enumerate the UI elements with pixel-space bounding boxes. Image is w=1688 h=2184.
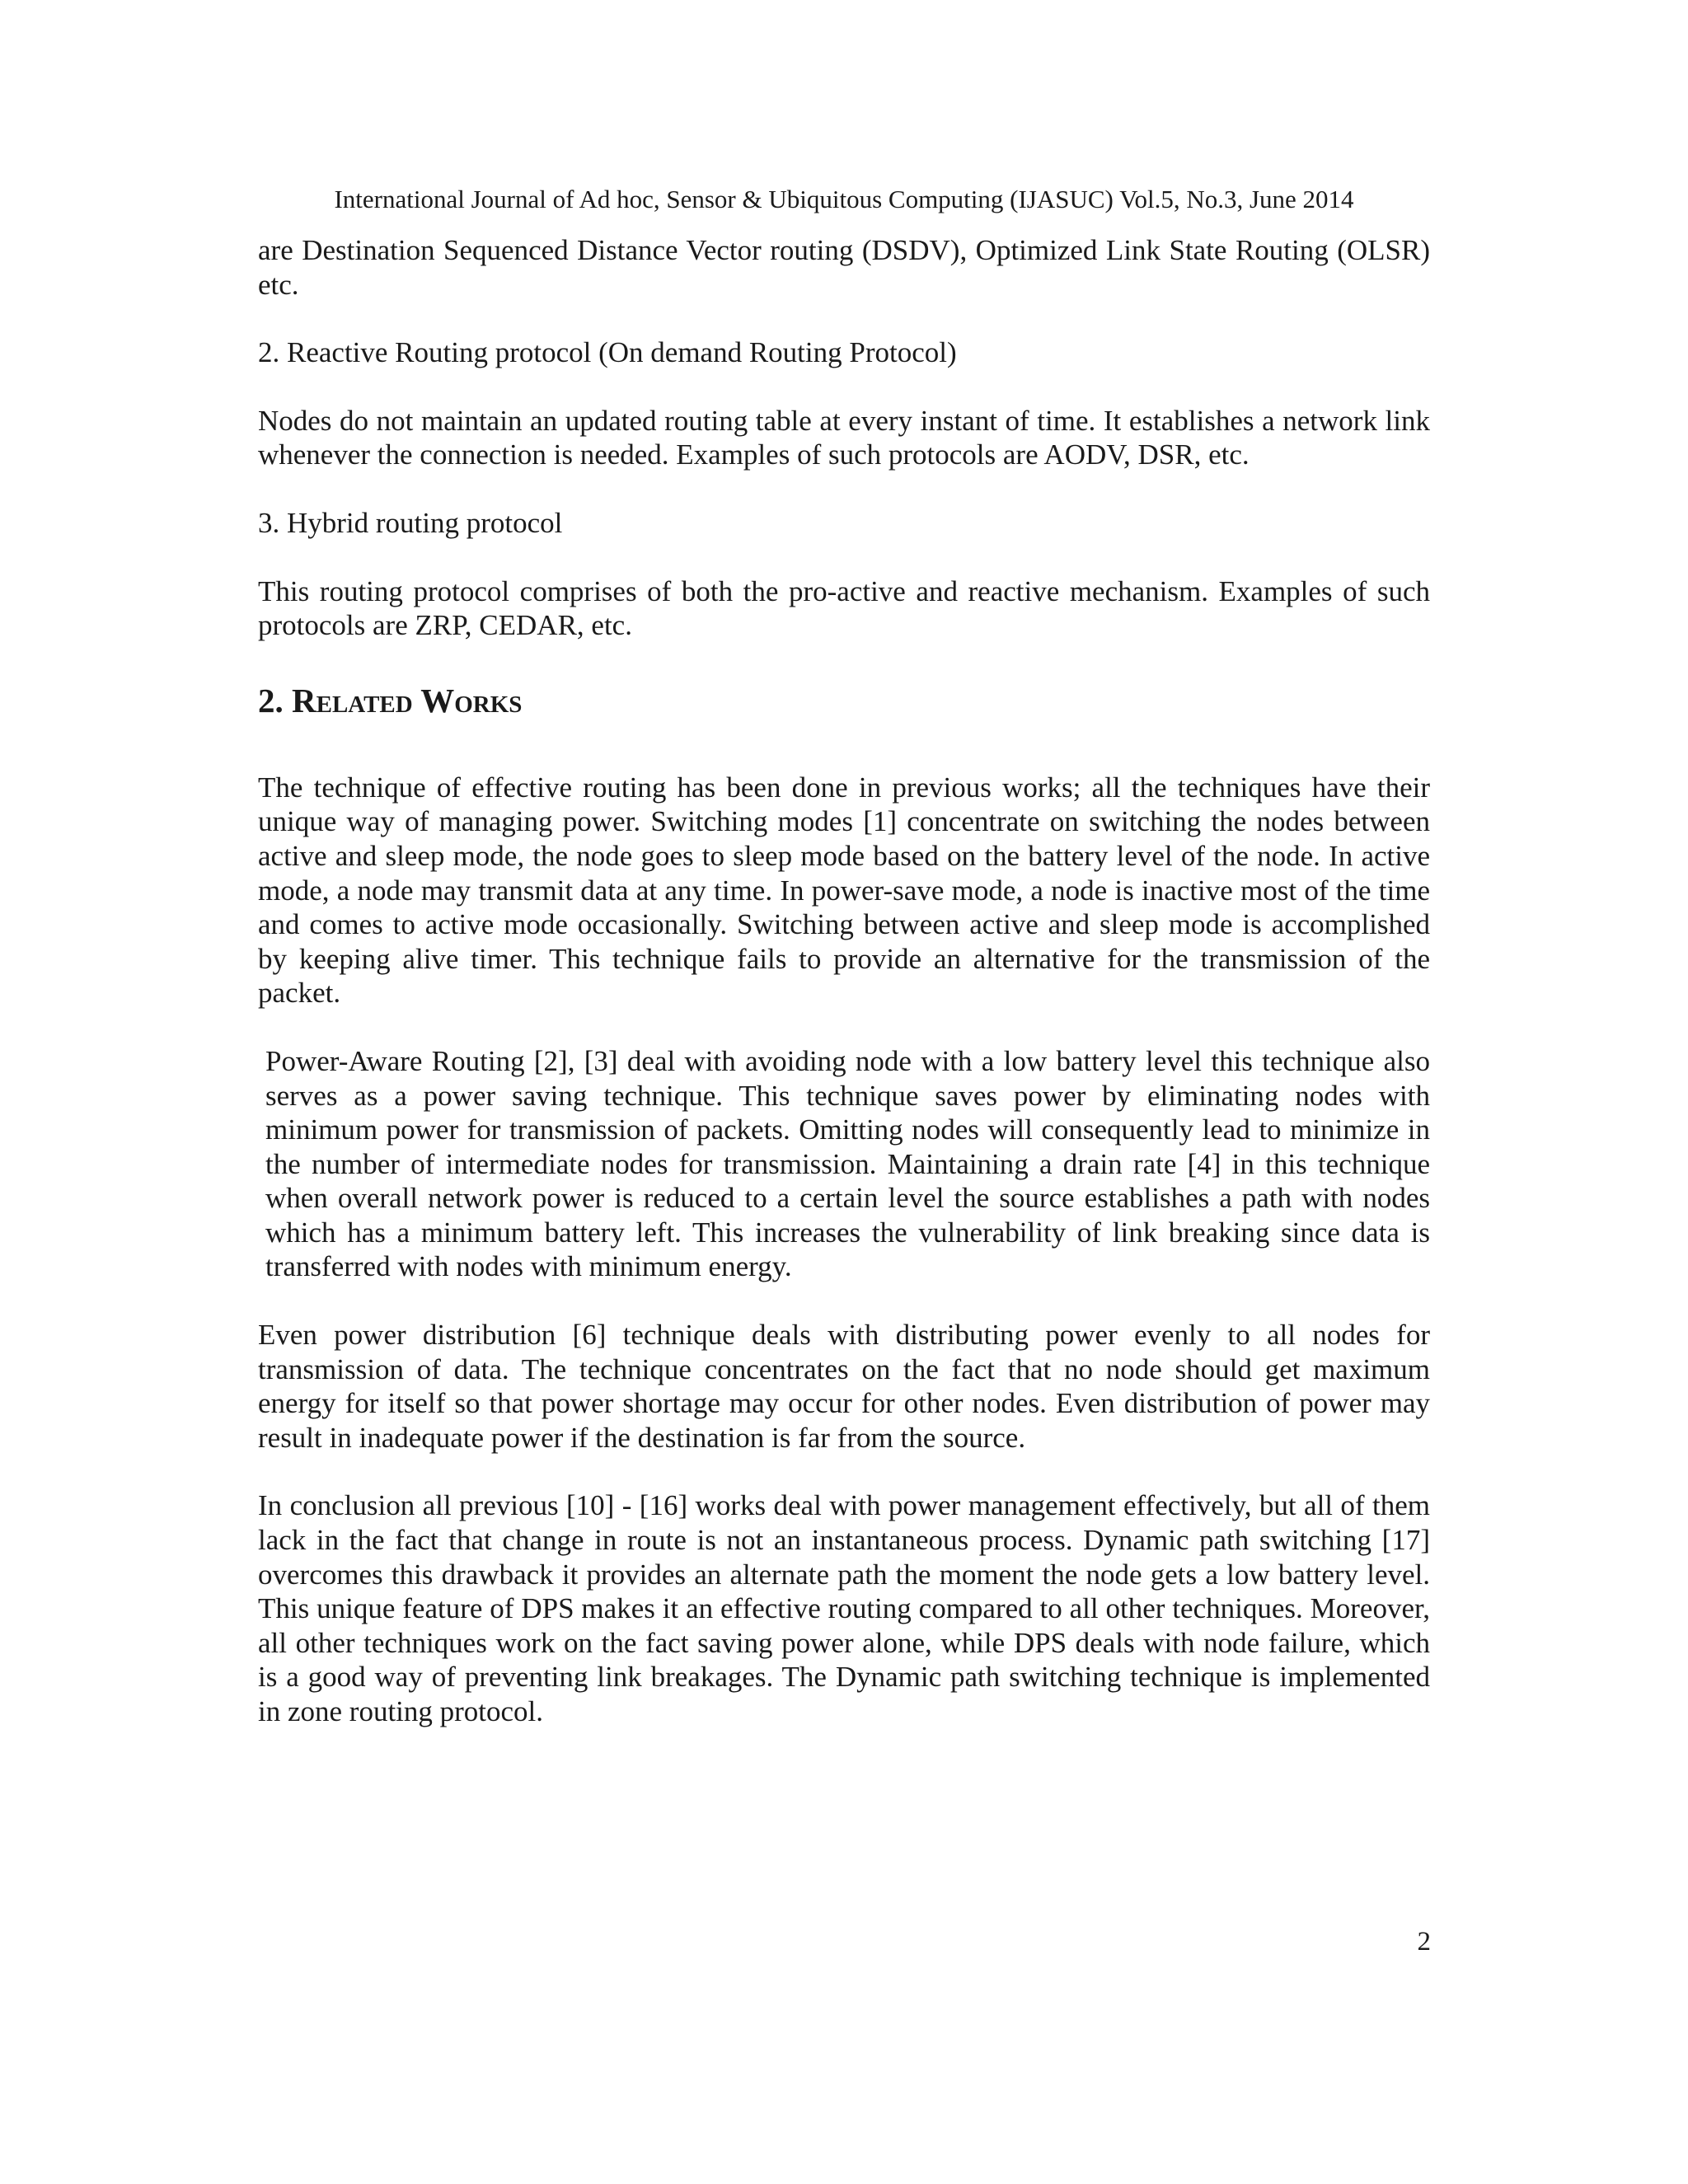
paragraph-power-aware-routing: Power-Aware Routing [2], [3] deal with avoiding node with a low battery level this technique also serves as a power saving technique. This technique saves power by eliminating nodes with minimum power for transmission of packets. Omitting nodes will consequently lead to minimize in the number of intermediate nodes for transmission. Maintaining a drain rate [4] in this technique when overall network power is reduced to a certain level the source establishes a path with nodes which has a minimum battery left. This increases the vulnerability of link breaking since data is transferred with nodes with minimum energy.	[265, 1044, 1430, 1283]
paragraph-hybrid: This routing protocol comprises of both the pro-active and reactive mechanism. Examples of such protocols are ZRP, CEDAR, etc.	[258, 574, 1430, 642]
paragraph-even-power-distribution: Even power distribution [6] technique deals with distributing power evenly to all nodes for transmission of data. The technique concentrates on the fact that no node should get maximum energy for itself so that power shortage may occur for other nodes. Even distribution of power may result in inadequate power if the destination is far from the source.	[258, 1319, 1430, 1454]
page-content	[258, 233, 1430, 1729]
running-header: International Journal of Ad hoc, Sensor & Ubiquitous Computing (IJASUC) Vol.5, No.3, June 2014	[334, 185, 1354, 213]
page-number: 2	[1417, 1927, 1431, 1957]
paragraph-conclusion: In conclusion all previous [10] - [16] works deal with power management effectively, but all of them lack in the fact that change in route is not an instantaneous process. Dynamic path switching [17] overcomes this drawback it provides an alternate path the moment the node gets a low battery level. This unique feature of DPS makes it an effective routing compared to all other techniques. Moreover, all other techniques work on the fact saving power alone, while DPS deals with node failure, which is a good way of preventing link breakages. The Dynamic path switching technique is implemented in zone routing protocol.	[258, 1489, 1430, 1727]
section-title: Related Works	[292, 681, 523, 719]
section-number: 2.	[258, 681, 284, 719]
paragraph-proactive-examples: are Destination Sequenced Distance Vector routing (DSDV), Optimized Link State Routing (OLSR) etc.	[258, 234, 1430, 301]
list-heading-hybrid: 3. Hybrid routing protocol	[258, 506, 563, 539]
paragraph-reactive: Nodes do not maintain an updated routing table at every instant of time. It establishes a network link whenever the connection is needed. Examples of such protocols are AODV, DSR, etc.	[258, 404, 1430, 471]
section-heading	[258, 681, 1430, 720]
paragraph-switching-modes: The technique of effective routing has been done in previous works; all the techniques have their unique way of managing power. Switching modes [1] concentrate on switching the nodes between active and sleep mode, the node goes to sleep mode based on the battery level of the node. In active mode, a node may transmit data at any time. In power-save mode, a node is inactive most of the time and comes to active mode occasionally. Switching between active and sleep mode is accomplished by keeping alive timer. This technique fails to provide an alternative for the transmission of the packet.	[258, 771, 1430, 1010]
list-heading-reactive: 2. Reactive Routing protocol (On demand Routing Protocol)	[258, 336, 957, 369]
